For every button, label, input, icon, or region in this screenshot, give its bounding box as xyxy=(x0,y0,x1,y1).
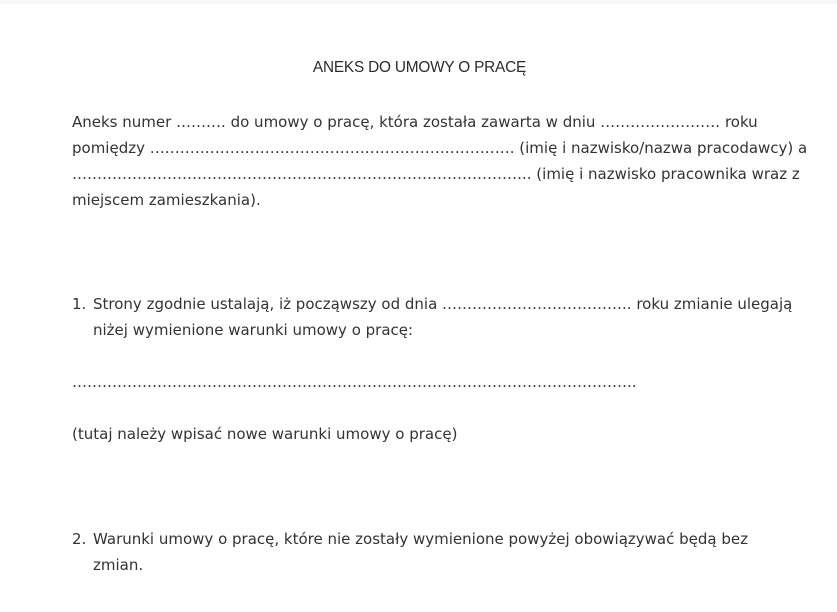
list-item-line: niżej wymienione warunki umowy o pracę: xyxy=(93,321,414,339)
list-item-number: 2. xyxy=(72,530,87,548)
list-item-line: Warunki umowy o pracę, które nie zostały wymienione powyżej obowiązywać będą bez xyxy=(93,530,748,548)
list-item-line: Strony zgodnie ustalają, iż począwszy od dnia ……………………………….. roku zmianie ulegają xyxy=(93,295,793,313)
instruction-note: (tutaj należy wpisać nowe warunki umowy o pracę) xyxy=(72,425,458,443)
list-item-line: zmian. xyxy=(93,556,144,574)
top-strip xyxy=(0,0,837,4)
fill-in-line: ………………………………………………………………………………………………….. xyxy=(72,373,637,391)
document-title: ANEKS DO UMOWY O PRACĘ xyxy=(312,59,527,76)
intro-line: pomiędzy ………………………………………………………………. (imię i nazwisko/nazwa pracodawcy) a xyxy=(72,139,808,157)
list-item-text xyxy=(93,291,792,343)
intro-paragraph xyxy=(72,109,807,213)
intro-line: miejscem zamieszkania). xyxy=(72,191,261,209)
intro-line: ……………………………………………………………………………….. (imię i nazwisko pracownika wraz z xyxy=(72,165,800,183)
intro-line: Aneks numer ………. do umowy o pracę, która została zawarta w dniu …………………… roku xyxy=(72,113,758,131)
list-item-text xyxy=(93,526,748,578)
list-item-number: 1. xyxy=(72,295,87,313)
